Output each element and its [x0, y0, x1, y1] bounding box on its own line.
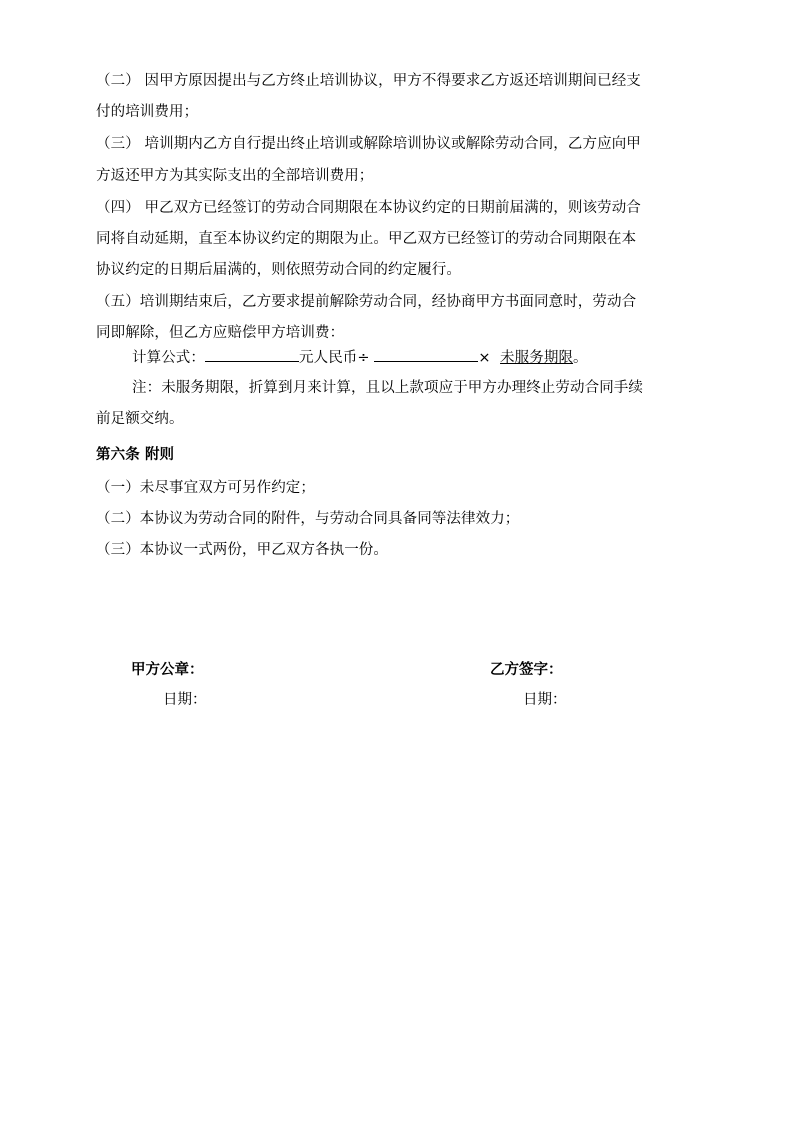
article-6-item-2: （二）本协议为劳动合同的附件，与劳动合同具备同等法律效力；	[96, 511, 520, 527]
formula-unit: 元人民币÷	[299, 350, 370, 366]
clause-2-line-1: （二） 因甲方原因提出与乙方终止培训协议，甲方不得要求乙方返还培训期间已经支	[96, 73, 641, 89]
party-a-date-label: 日期：	[163, 692, 207, 708]
clause-4-line-1: （四） 甲乙双方已经签订的劳动合同期限在本协议约定的日期前届满的，则该劳动合	[96, 200, 641, 216]
clause-5-line-1: （五）培训期结束后，乙方要求提前解除劳动合同，经协商甲方书面同意时，劳动合	[96, 294, 637, 310]
note-line-2: 前足额交纳。	[96, 411, 184, 427]
clause-2-line-2: 付的培训费用；	[96, 104, 199, 120]
article-6-title: 第六条 附则	[96, 447, 175, 463]
clause-4-line-3: 协议约定的日期后届满的，则依照劳动合同的约定履行。	[96, 262, 461, 278]
formula-line	[132, 347, 588, 368]
party-b-signature-label: 乙方签字：	[490, 662, 563, 678]
article-6-item-3: （三）本协议一式两份，甲乙双方各执一份。	[96, 542, 388, 558]
party-a-seal-label: 甲方公章：	[131, 662, 204, 678]
article-6-item-1: （一）未尽事宜双方可另作约定；	[96, 480, 315, 496]
amount-blank[interactable]	[205, 347, 299, 362]
formula-label: 计算公式：	[132, 350, 205, 366]
clause-4-line-2: 同将自动延期，直至本协议约定的期限为止。甲乙双方已经签订的劳动合同期限在本	[96, 231, 637, 247]
formula-term: 未服务期限	[500, 350, 574, 366]
clause-5-line-2: 同即解除，但乙方应赔偿甲方培训费：	[96, 325, 345, 341]
note-line-1: 注：未服务期限，折算到月来计算，且以上款项应于甲方办理终止劳动合同手续	[132, 380, 643, 396]
formula-end: 。	[573, 350, 588, 366]
clause-3-line-2: 方返还甲方为其实际支出的全部培训费用；	[96, 168, 374, 184]
clause-3-line-1: （三） 培训期内乙方自行提出终止培训或解除培训协议或解除劳动合同，乙方应向甲	[96, 136, 641, 152]
party-b-date-label: 日期：	[523, 692, 567, 708]
months-blank[interactable]	[374, 347, 478, 362]
formula-times: ×	[478, 350, 491, 366]
